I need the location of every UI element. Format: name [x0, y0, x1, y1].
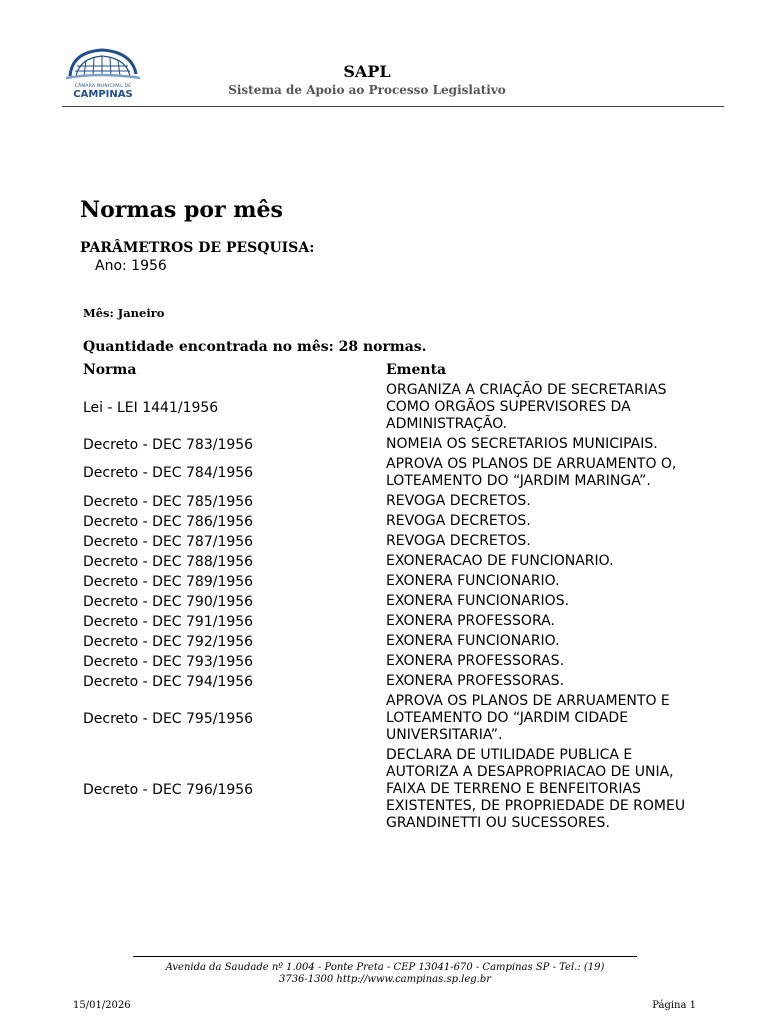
table-row — [83, 692, 703, 746]
table-row — [83, 512, 703, 532]
count-label: Quantidade encontrada no mês: 28 normas. — [83, 339, 427, 355]
norma-cell: Decreto - DEC 786/1956 — [83, 513, 254, 530]
footer-address: Avenida da Saudade nº 1.004 - Ponte Preta - CEP 13041-670 - Campinas SP - Tel.: (19) 3736-1300 http://www.campinas.sp.leg.br — [165, 962, 605, 985]
table-row — [83, 746, 703, 834]
column-header-norma: Norma — [83, 362, 137, 378]
norma-cell: Decreto - DEC 793/1956 — [83, 653, 254, 670]
norma-cell: Decreto - DEC 788/1956 — [83, 553, 254, 570]
footer-divider — [133, 956, 637, 957]
norma-cell: Decreto - DEC 792/1956 — [83, 633, 254, 650]
ementa-cell: DECLARA DE UTILIDADE PUBLICA E AUTORIZA A DESAPROPRIACAO DE UNIA, FAIXA DE TERRENO E BENFEITORIAS EXISTENTES, DE PROPRIEDADE DE ROMEU GRANDINETTI OU SUCESSORES. — [386, 747, 686, 831]
table-row — [83, 381, 703, 435]
report-title: Normas por mês — [80, 197, 283, 223]
month-label: Mês: Janeiro — [83, 306, 165, 320]
norma-cell: Decreto - DEC 791/1956 — [83, 613, 254, 630]
ementa-cell: APROVA OS PLANOS DE ARRUAMENTO E LOTEAMENTO DO “JARDIM CIDADE UNIVERSITARIA”. — [386, 693, 670, 743]
norma-cell: Decreto - DEC 783/1956 — [83, 436, 254, 453]
norma-cell: Decreto - DEC 784/1956 — [83, 465, 254, 481]
ementa-cell: APROVA OS PLANOS DE ARRUAMENTO O, LOTEAMENTO DO “JARDIM MARINGA”. — [386, 456, 677, 489]
footer-date: 15/01/2026 — [73, 1000, 131, 1011]
table-row — [83, 672, 703, 692]
ementa-cell: ORGANIZA A CRIAÇÃO DE SECRETARIAS COMO ORGÃOS SUPERVISORES DA ADMINISTRAÇÃO. — [386, 382, 667, 432]
logo-big-text: CAMPINAS — [73, 89, 133, 100]
ementa-cell: EXONERACAO DE FUNCIONARIO. — [386, 553, 614, 569]
table-row — [83, 572, 703, 592]
logo-small-text: CÂMARA MUNICIPAL DE — [74, 84, 132, 89]
table-row — [83, 652, 703, 672]
page-header — [62, 46, 724, 108]
table-row — [83, 532, 703, 552]
norma-cell: Decreto - DEC 789/1956 — [83, 573, 254, 590]
norma-cell: Decreto - DEC 795/1956 — [83, 710, 254, 727]
norma-cell: Decreto - DEC 785/1956 — [83, 493, 254, 510]
table-row — [83, 435, 703, 455]
ementa-cell: EXONERA PROFESSORAS. — [386, 673, 565, 689]
table-row — [83, 632, 703, 652]
ementa-cell: EXONERA FUNCIONARIO. — [386, 573, 560, 589]
norms-table — [83, 381, 703, 834]
ementa-cell: REVOGA DECRETOS. — [386, 493, 531, 509]
ementa-cell: REVOGA DECRETOS. — [386, 513, 531, 529]
ementa-cell: NOMEIA OS SECRETARIOS MUNICIPAIS. — [386, 436, 658, 452]
table-row — [83, 552, 703, 572]
table-row — [83, 592, 703, 612]
ementa-cell: EXONERA FUNCIONARIOS. — [386, 593, 570, 609]
search-params-value: Ano: 1956 — [95, 258, 167, 274]
table-row — [83, 492, 703, 512]
ementa-cell: EXONERA PROFESSORAS. — [386, 653, 565, 669]
table-row — [83, 612, 703, 632]
column-header-ementa: Ementa — [386, 362, 447, 378]
ementa-cell: EXONERA FUNCIONARIO. — [386, 633, 560, 649]
site-title: SAPL — [343, 62, 391, 81]
table-row — [83, 455, 703, 492]
ementa-cell: EXONERA PROFESSORA. — [386, 613, 555, 629]
search-params-label: PARÂMETROS DE PESQUISA: — [80, 240, 315, 256]
norma-cell: Decreto - DEC 787/1956 — [83, 533, 254, 550]
norma-cell: Decreto - DEC 794/1956 — [83, 673, 254, 690]
site-subtitle: Sistema de Apoio ao Processo Legislativo — [228, 83, 506, 97]
header-divider — [62, 106, 724, 107]
norma-cell: Lei - LEI 1441/1956 — [83, 399, 219, 416]
norma-cell: Decreto - DEC 796/1956 — [83, 781, 254, 798]
ementa-cell: REVOGA DECRETOS. — [386, 533, 531, 549]
norma-cell: Decreto - DEC 790/1956 — [83, 593, 254, 610]
page-number: Página 1 — [652, 1000, 696, 1011]
